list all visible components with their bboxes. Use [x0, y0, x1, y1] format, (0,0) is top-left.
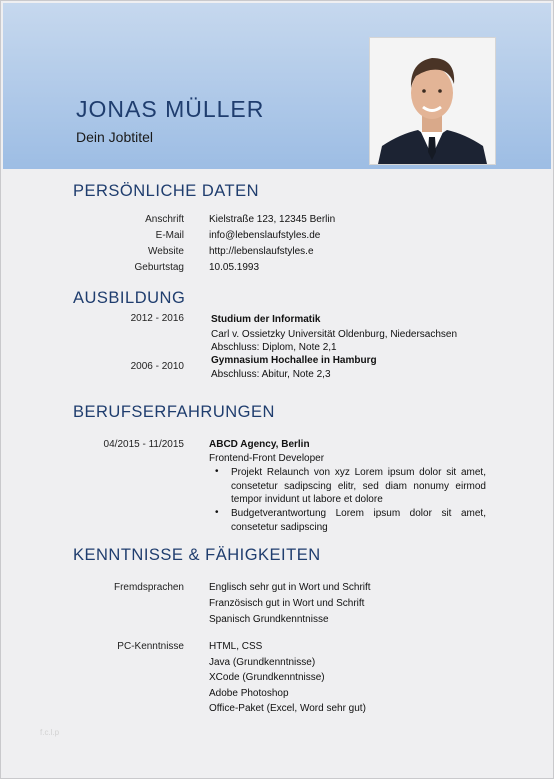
education-period: 2006 - 2010	[130, 361, 184, 372]
value-website: http://lebenslaufstyles.e	[209, 246, 314, 257]
name-heading: JONAS MÜLLER	[76, 96, 265, 122]
portrait-image	[370, 38, 495, 164]
value-address: Kielstraße 123, 12345 Berlin	[209, 214, 336, 225]
profile-photo	[369, 37, 496, 165]
bullet-marker: •	[215, 507, 219, 518]
experience-period: 04/2015 - 11/2015	[103, 439, 184, 450]
section-title-education: AUSBILDUNG	[73, 289, 186, 307]
label-languages: Fremdsprachen	[113, 582, 184, 593]
value-email: info@lebenslaufstyles.de	[209, 230, 321, 241]
experience-role: Frontend-Front Developer	[209, 453, 325, 464]
pc-skill-item: HTML, CSS	[209, 641, 263, 652]
section-title-experience: BERUFSERFAHRUNGEN	[73, 403, 275, 421]
experience-company: ABCD Agency, Berlin	[209, 439, 310, 450]
label-birthday: Geburtstag	[134, 262, 184, 273]
education-degree: Gymnasium Hochallee in Hamburg	[211, 355, 377, 366]
pc-skill-item: Adobe Photoshop	[209, 688, 289, 699]
language-item: Französisch gut in Wort und Schrift	[209, 598, 365, 609]
label-website: Website	[148, 246, 184, 257]
education-degree: Studium der Informatik	[211, 314, 321, 325]
header-band	[3, 3, 551, 169]
education-period: 2012 - 2016	[130, 313, 184, 324]
experience-bullet: Budgetverantwortung Lorem ipsum dolor sit amet, consetetur sadipscing	[231, 508, 486, 533]
job-title: Dein Jobtitel	[76, 129, 154, 145]
watermark: f.c.l.p	[40, 728, 60, 737]
language-item: Spanisch Grundkenntnisse	[209, 614, 329, 625]
section-title-personal: PERSÖNLICHE DATEN	[73, 182, 260, 200]
education-grade: Abschluss: Diplom, Note 2,1	[211, 342, 337, 353]
education-grade: Abschluss: Abitur, Note 2,3	[211, 369, 331, 380]
label-email: E-Mail	[155, 230, 184, 241]
pc-skill-item: Office-Paket (Excel, Word sehr gut)	[209, 703, 366, 714]
pc-skill-item: Java (Grundkenntnisse)	[209, 657, 316, 668]
bullet-marker: •	[215, 466, 219, 477]
label-address: Anschrift	[145, 214, 184, 225]
pc-skill-item: XCode (Grundkenntnisse)	[209, 672, 325, 683]
language-item: Englisch sehr gut in Wort und Schrift	[209, 582, 371, 593]
label-pc-skills: PC-Kenntnisse	[117, 641, 184, 652]
experience-bullet: Projekt Relaunch von xyz Lorem ipsum dolor sit amet, consetetur sadipscing elitr, sed diam nonumy eirmod tempor invidunt ut labore et dolore	[231, 467, 486, 505]
education-institution: Carl v. Ossietzky Universität Oldenburg, Niedersachsen	[211, 329, 458, 340]
value-birthday: 10.05.1993	[209, 262, 260, 273]
section-title-skills: KENNTNISSE & FÄHIGKEITEN	[73, 546, 321, 564]
